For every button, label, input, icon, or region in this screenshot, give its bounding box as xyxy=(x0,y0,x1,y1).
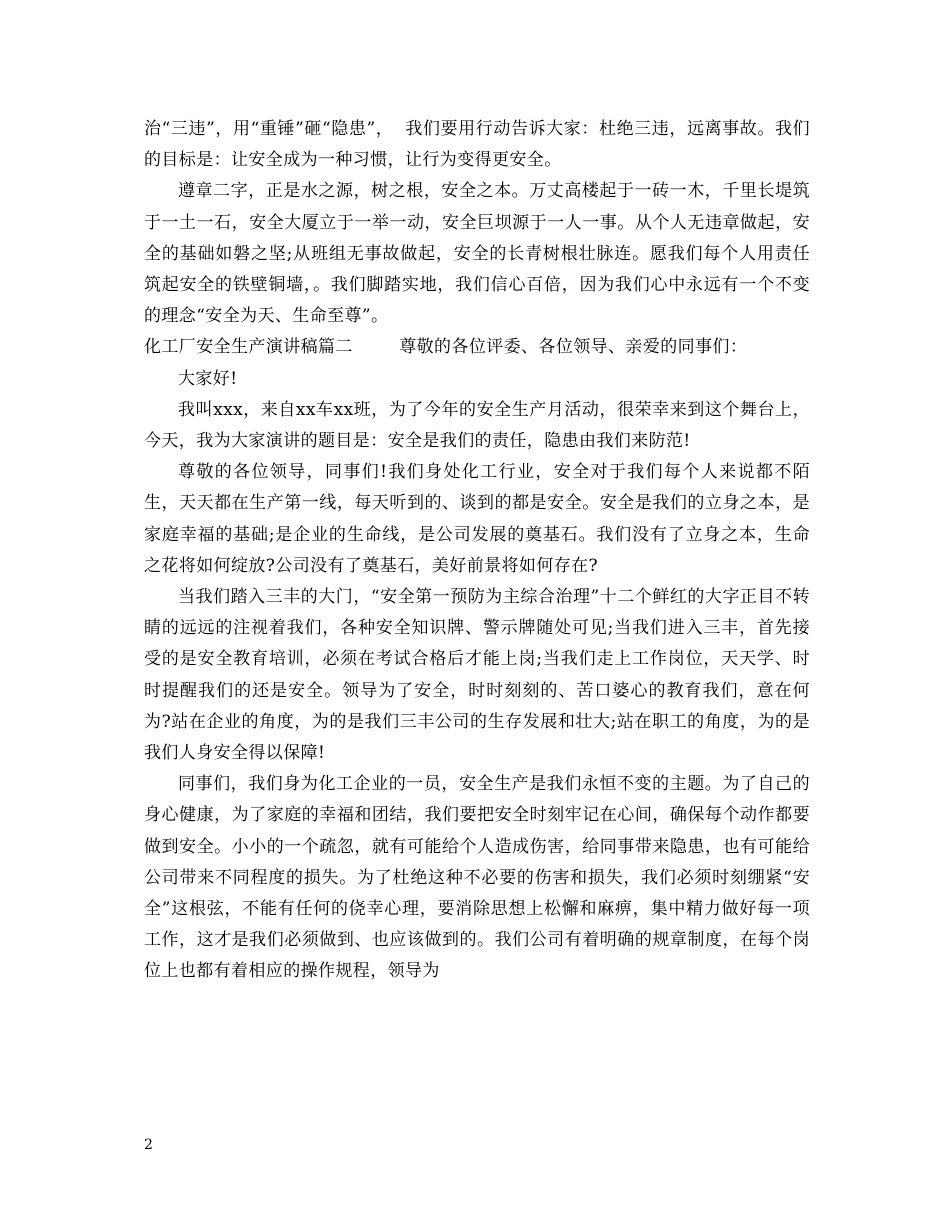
paragraph-6: 当我们踏入三丰的大门，“安全第一预防为主综合治理”十二个鲜红的大字正目不转睛的远远的注视着我们，各种安全知识牌、警示牌随处可见;当我们进入三丰，首先接受的是安全教育培训，必须在考试合格后才能上岗;当我们走上工作岗位，天天学、时时提醒我们的还是安全。领导为了安全，时时刻刻的、苦口婆心的教育我们，意在何为?站在企业的角度，为的是我们三丰公司的生存发展和壮大;站在职工的角度，为的是我们人身安全得以保障! xyxy=(144,587,810,764)
paragraph-7: 同事们，我们身为化工企业的一员，安全生产是我们永恒不变的主题。为了自己的身心健康，为了家庭的幸福和团结，我们要把安全时刻牢记在心间，确保每个动作都要做到安全。小小的一个疏忽，就有可能给个人造成伤害，给同事带来隐患，也有可能给公司带来不同程度的损失。为了杜绝这种不必要的伤害和损失，我们必须时刻绷紧“安全”这根弦，不能有任何的侥幸心理，要消除思想上松懈和麻痹，集中精力做好每一项工作，这才是我们必须做到、也应该做到的。我们公司有着明确的规章制度，在每个岗位上也都有着相应的操作规程，领导为 xyxy=(144,774,810,982)
page-number: 2 xyxy=(144,1137,153,1153)
section-title-line: 化工厂安全生产演讲稿篇二 尊敬的各位评委、各位领导、亲爱的同事们： xyxy=(144,337,748,358)
paragraph-1: 治“三违”，用“重锤”砸“隐患”， 我们要用行动告诉大家：杜绝三违，远离事故。我们的目标是：让安全成为一种习惯，让行为变得更安全。 xyxy=(144,119,810,171)
paragraph-greeting: 大家好! xyxy=(178,368,238,389)
paragraph-introduction: 我叫xxx，来自xx车xx班，为了今年的安全生产月活动，很荣幸来到这个舞台上，今天，我为大家演讲的题目是：安全是我们的责任，隐患由我们来防范! xyxy=(144,399,810,452)
paragraph-5: 尊敬的各位领导，同事们!我们身处化工行业，安全对于我们每个人来说都不陌生，天天都在生产第一线，每天听到的、谈到的都是安全。安全是我们的立身之本，是家庭幸福的基础;是企业的生命线，是公司发展的奠基石。我们没有了立身之本，生命之花将如何绽放?公司没有了奠基石，美好前景将如何存在? xyxy=(144,462,810,576)
document-body xyxy=(144,114,810,988)
paragraph-2: 遵章二字，正是水之源，树之根，安全之本。万丈高楼起于一砖一木，千里长堤筑于一土一石，安全大厦立于一举一动，安全巨坝源于一人一事。从个人无违章做起，安全的基础如磐之坚;从班组无事故做起，安全的长青树根壮脉连。愿我们每个人用责任筑起安全的铁壁铜墙，。我们脚踏实地，我们信心百倍，因为我们心中永远有一个不变的理念“安全为天、生命至尊”。 xyxy=(144,181,810,327)
